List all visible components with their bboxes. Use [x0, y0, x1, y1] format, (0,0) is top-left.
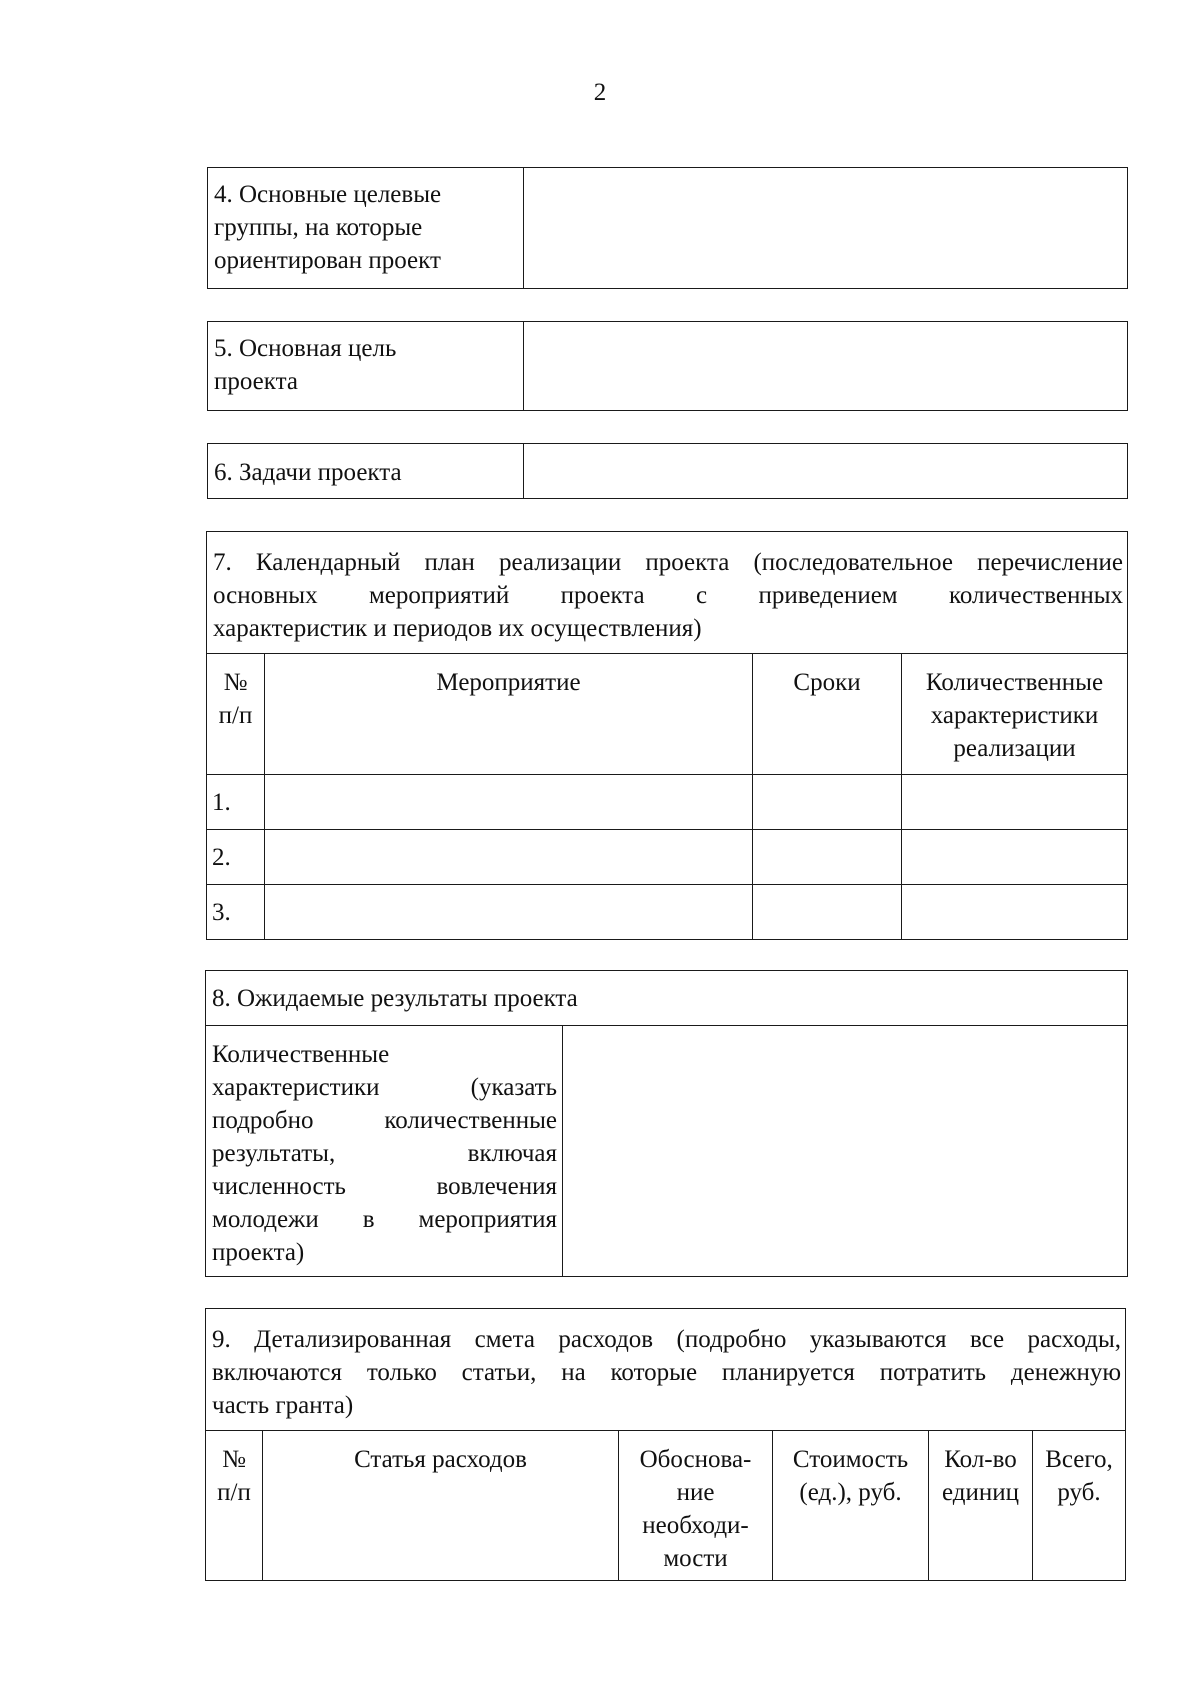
column-header-total — [1033, 1431, 1126, 1581]
event-cell[interactable] — [265, 775, 753, 830]
label-line: характеристики (указать — [212, 1074, 557, 1101]
label-line: группы, на которые — [214, 214, 423, 241]
column-header-event: Мероприятие — [265, 654, 753, 775]
row-number: 1. — [207, 775, 265, 830]
title-line: включаются только статьи, на которые планируется потратить денежную — [212, 1359, 1122, 1386]
label-line: результаты, включая — [212, 1140, 557, 1167]
section-7-title — [207, 532, 1128, 654]
column-header-num — [207, 654, 265, 775]
label-line: проекта — [214, 368, 298, 395]
label-line: подробно количественные — [212, 1107, 557, 1134]
header-line: п/п — [217, 1479, 251, 1506]
quant-cell[interactable] — [902, 775, 1128, 830]
section-4-value-field[interactable] — [524, 168, 1128, 289]
column-header-dates: Сроки — [753, 654, 902, 775]
label-line: 4. Основные целевые — [214, 181, 442, 208]
header-line: Количественные — [925, 669, 1104, 696]
row-number: 2. — [207, 830, 265, 885]
title-line: 9. Детализированная смета расходов (подробно указываются все расходы, — [212, 1326, 1122, 1353]
table-row — [207, 830, 1128, 885]
header-line: необходи- — [642, 1512, 749, 1539]
header-line: п/п — [218, 702, 253, 729]
section-4-table — [207, 167, 1128, 289]
column-header-num — [206, 1431, 263, 1581]
label-line: молодежи в мероприятия — [212, 1206, 557, 1233]
header-line: Обоснова- — [639, 1446, 752, 1473]
event-cell[interactable] — [265, 830, 753, 885]
section-5-value-field[interactable] — [524, 322, 1128, 411]
title-line: характеристик и периодов их осуществления) — [213, 615, 702, 642]
dates-cell[interactable] — [753, 885, 902, 940]
label-line: 5. Основная цель — [214, 335, 397, 362]
title-line: часть гранта) — [212, 1392, 354, 1419]
header-line: (ед.), руб. — [799, 1479, 902, 1506]
section-9-table — [205, 1308, 1126, 1581]
header-line: Всего, — [1045, 1446, 1113, 1473]
section-8-value-field[interactable] — [563, 1026, 1128, 1277]
page-number: 2 — [593, 79, 607, 106]
section-6-value-field[interactable] — [524, 444, 1128, 499]
column-header-justification — [619, 1431, 773, 1581]
label-line: ориентирован проект — [214, 247, 441, 274]
header-line: ние — [676, 1479, 715, 1506]
header-line: Стоимость — [792, 1446, 909, 1473]
header-line: мости — [663, 1545, 728, 1572]
section-4-label — [208, 168, 524, 289]
header-line: Кол-во — [944, 1446, 1017, 1473]
column-header-item: Статья расходов — [263, 1431, 619, 1581]
column-header-quant — [902, 654, 1128, 775]
dates-cell[interactable] — [753, 775, 902, 830]
label-line: проекта) — [212, 1239, 305, 1266]
section-8-title: 8. Ожидаемые результаты проекта — [206, 971, 1128, 1026]
header-line: единиц — [941, 1479, 1019, 1506]
section-5-label — [208, 322, 524, 411]
title-line: основных мероприятий проекта с приведением количественных — [213, 582, 1124, 609]
header-line: характеристики — [930, 702, 1099, 729]
section-7-table — [206, 531, 1128, 940]
dates-cell[interactable] — [753, 830, 902, 885]
section-8-label — [206, 1026, 563, 1277]
label-line: численность вовлечения — [212, 1173, 557, 1200]
header-line: № — [223, 669, 248, 696]
section-8-table — [205, 970, 1128, 1277]
section-6-table — [207, 443, 1128, 499]
event-cell[interactable] — [265, 885, 753, 940]
header-line: реализации — [953, 735, 1076, 762]
section-6-label: 6. Задачи проекта — [208, 444, 524, 499]
title-line: 7. Календарный план реализации проекта (последовательное перечисление — [213, 549, 1124, 576]
row-number: 3. — [207, 885, 265, 940]
section-9-title — [206, 1309, 1126, 1431]
column-header-qty — [929, 1431, 1033, 1581]
section-5-table — [207, 321, 1128, 411]
quant-cell[interactable] — [902, 830, 1128, 885]
header-line: № — [222, 1446, 246, 1473]
column-header-cost — [773, 1431, 929, 1581]
header-line: руб. — [1057, 1479, 1101, 1506]
table-row — [207, 885, 1128, 940]
table-row — [207, 775, 1128, 830]
label-line: Количественные — [212, 1041, 390, 1068]
quant-cell[interactable] — [902, 885, 1128, 940]
